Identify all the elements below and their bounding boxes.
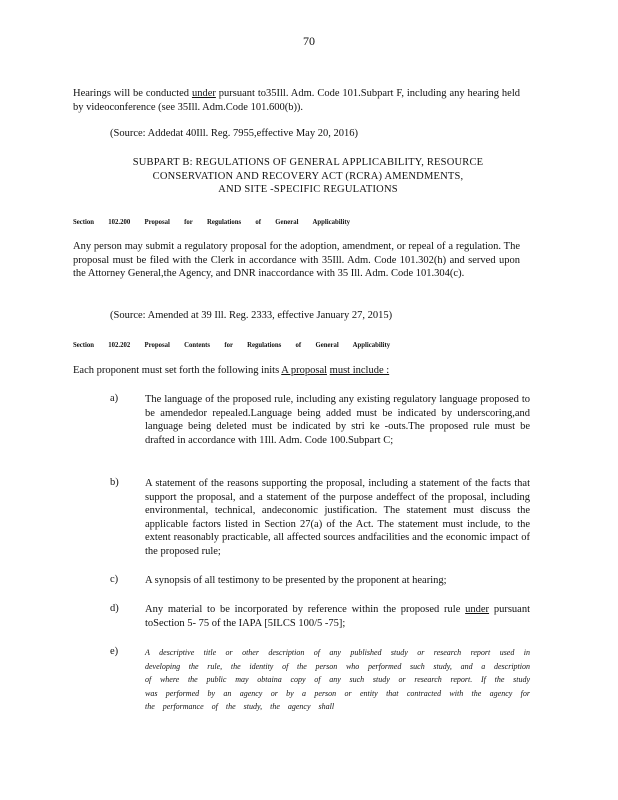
item-c-text: A synopsis of all testimony to be presented by the proponent at hearing; [145, 575, 447, 586]
lead-deleted: inits [261, 365, 280, 376]
item-d-part-1: Any material to be incorporated by reference within the proposed rule [145, 604, 466, 615]
source-note-2: (Source: Amended at 39 Ill. Reg. 2333, effective January 27, 2015) [110, 310, 393, 321]
subpart-line-3: AND SITE -SPECIFIC REGULATIONS [218, 184, 398, 196]
underlined-under: under [191, 88, 216, 99]
item-d-text [145, 603, 530, 630]
section-102-200-heading: Section 102.200 Proposal for Regulations of General Applicability [73, 217, 350, 226]
section-200-paragraph: Any person may submit a regulatory proposal for the adoption, amendment, or repeal of a regulation. The proposal must be filed with the Clerk in accordance with 35Ill. Adm. Code 101.302(h) and served upon the Attorney General,the Agency, and DNR inaccordance with 35 Ill. Adm. Code 101.304(c). [73, 241, 520, 280]
lead-text: Each proponent must set forth the following [73, 365, 262, 376]
item-e-label: e) [110, 646, 119, 657]
item-d-part-2: pursuant toSection 5- 75 of the IAPA [5ILCS 100/5 -75]; [145, 604, 530, 629]
item-c-label: c) [110, 574, 119, 585]
intro-text: Hearings will be conducted [73, 88, 192, 99]
proponent-lead [73, 364, 389, 378]
lead-underlined-2: must include : [329, 365, 390, 376]
intro-text-cont: pursuant to35Ill. Adm. Code 101.Subpart F, including any hearing held by videoconference (see 35Ill. Adm.Code 101.600(b)). [73, 88, 520, 113]
item-e-text: A descriptive title or other description of any published study or research report used in developing the rule, the identity of the person who performed such study, and a description of where the public may obtaina copy of any such study or research report. If the study was performed by an agency or by a person or entity that contracted with the agency for the performance of the study, the agency shall [145, 648, 530, 712]
item-a-text: The language of the proposed rule, including any existing regulatory language proposed to be amendedor repealed.Language being added must be indicated by underscoring,and language being deleted must be indicated by stri ke -outs.The proposed rule must be drafted in accordance with 1Ill. Adm. Code 100.Subpart C; [145, 394, 530, 446]
item-b-label: b) [110, 477, 119, 488]
source-note-1: (Source: Addedat 40Ill. Reg. 7955,effective May 20, 2016) [110, 128, 358, 139]
item-d-underlined: under [465, 604, 490, 615]
item-b-text: A statement of the reasons supporting the proposal, including a statement of the facts that support the proposal, and a statement of the purpose andeffect of the proposal, including environmental, technical, andeconomic justification. The statement must discuss the applicable factors listed in Section 27(a) of the Act. The statement must include, to the extent reasonably practicable, all affected sources andfacilities and the economic impact of the proposed rule; [145, 478, 530, 557]
section-102-202-heading: Section 102.202 Proposal Contents for Regulations of General Applicability [73, 340, 391, 349]
subpart-line-2: CONSERVATION AND RECOVERY ACT (RCRA) AMENDMENTS, [152, 170, 464, 182]
lead-underlined-1: A proposal [281, 365, 328, 376]
hearings-paragraph [73, 87, 520, 114]
subpart-line-1: SUBPART B: REGULATIONS OF GENERAL APPLICABILITY, RESOURCE [132, 157, 484, 168]
page-number: 70 [303, 34, 315, 48]
item-d-label: d) [110, 603, 119, 614]
item-a-label: a) [110, 393, 119, 404]
subpart-heading [73, 156, 543, 197]
